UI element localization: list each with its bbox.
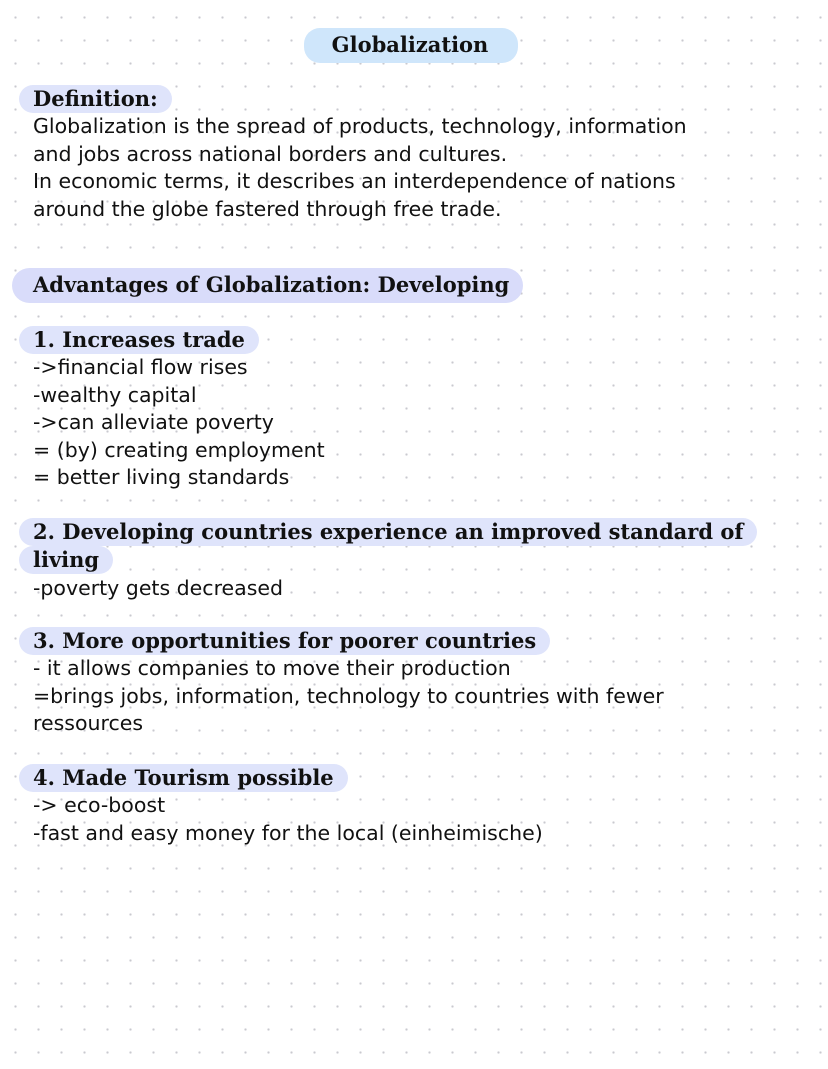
definition-line: In economic terms, it describes an interdependence of nations bbox=[33, 169, 676, 194]
definition-section bbox=[33, 85, 803, 223]
point-1 bbox=[33, 326, 803, 491]
point-1-line: ->financial flow rises bbox=[33, 355, 248, 380]
point-1-heading: 1. Increases trade bbox=[19, 326, 259, 354]
point-1-line: = (by) creating employment bbox=[33, 437, 325, 462]
point-2 bbox=[33, 518, 803, 602]
point-4-line: -fast and easy money for the local (einheimische) bbox=[33, 820, 543, 845]
point-3 bbox=[33, 627, 803, 738]
point-3-heading: 3. More opportunities for poorer countries bbox=[19, 627, 550, 655]
definition-heading: Definition: bbox=[19, 85, 172, 113]
page-title: Globalization bbox=[304, 28, 519, 63]
advantages-heading: Advantages of Globalization: Developing bbox=[12, 268, 523, 303]
point-3-line: ressources bbox=[33, 711, 144, 736]
title-container bbox=[0, 28, 828, 63]
point-2-line: -poverty gets decreased bbox=[33, 575, 284, 600]
point-4 bbox=[33, 764, 803, 847]
point-1-line: -wealthy capital bbox=[33, 382, 197, 407]
point-1-line: ->can alleviate poverty bbox=[33, 410, 274, 435]
definition-line: around the globe fastered through free trade. bbox=[33, 196, 502, 221]
definition-line: Globalization is the spread of products, technology, information bbox=[33, 114, 687, 139]
point-3-line: =brings jobs, information, technology to countries with fewer bbox=[33, 683, 664, 708]
definition-line: and jobs across national borders and cultures. bbox=[33, 141, 508, 166]
point-1-line: = better living standards bbox=[33, 465, 290, 490]
point-4-heading: 4. Made Tourism possible bbox=[19, 764, 348, 792]
point-3-line: - it allows companies to move their production bbox=[33, 656, 511, 681]
point-2-heading: 2. Developing countries experience an improved standard of bbox=[19, 518, 757, 546]
point-2-heading-continued: living bbox=[19, 546, 113, 574]
point-4-line: -> eco-boost bbox=[33, 793, 166, 818]
